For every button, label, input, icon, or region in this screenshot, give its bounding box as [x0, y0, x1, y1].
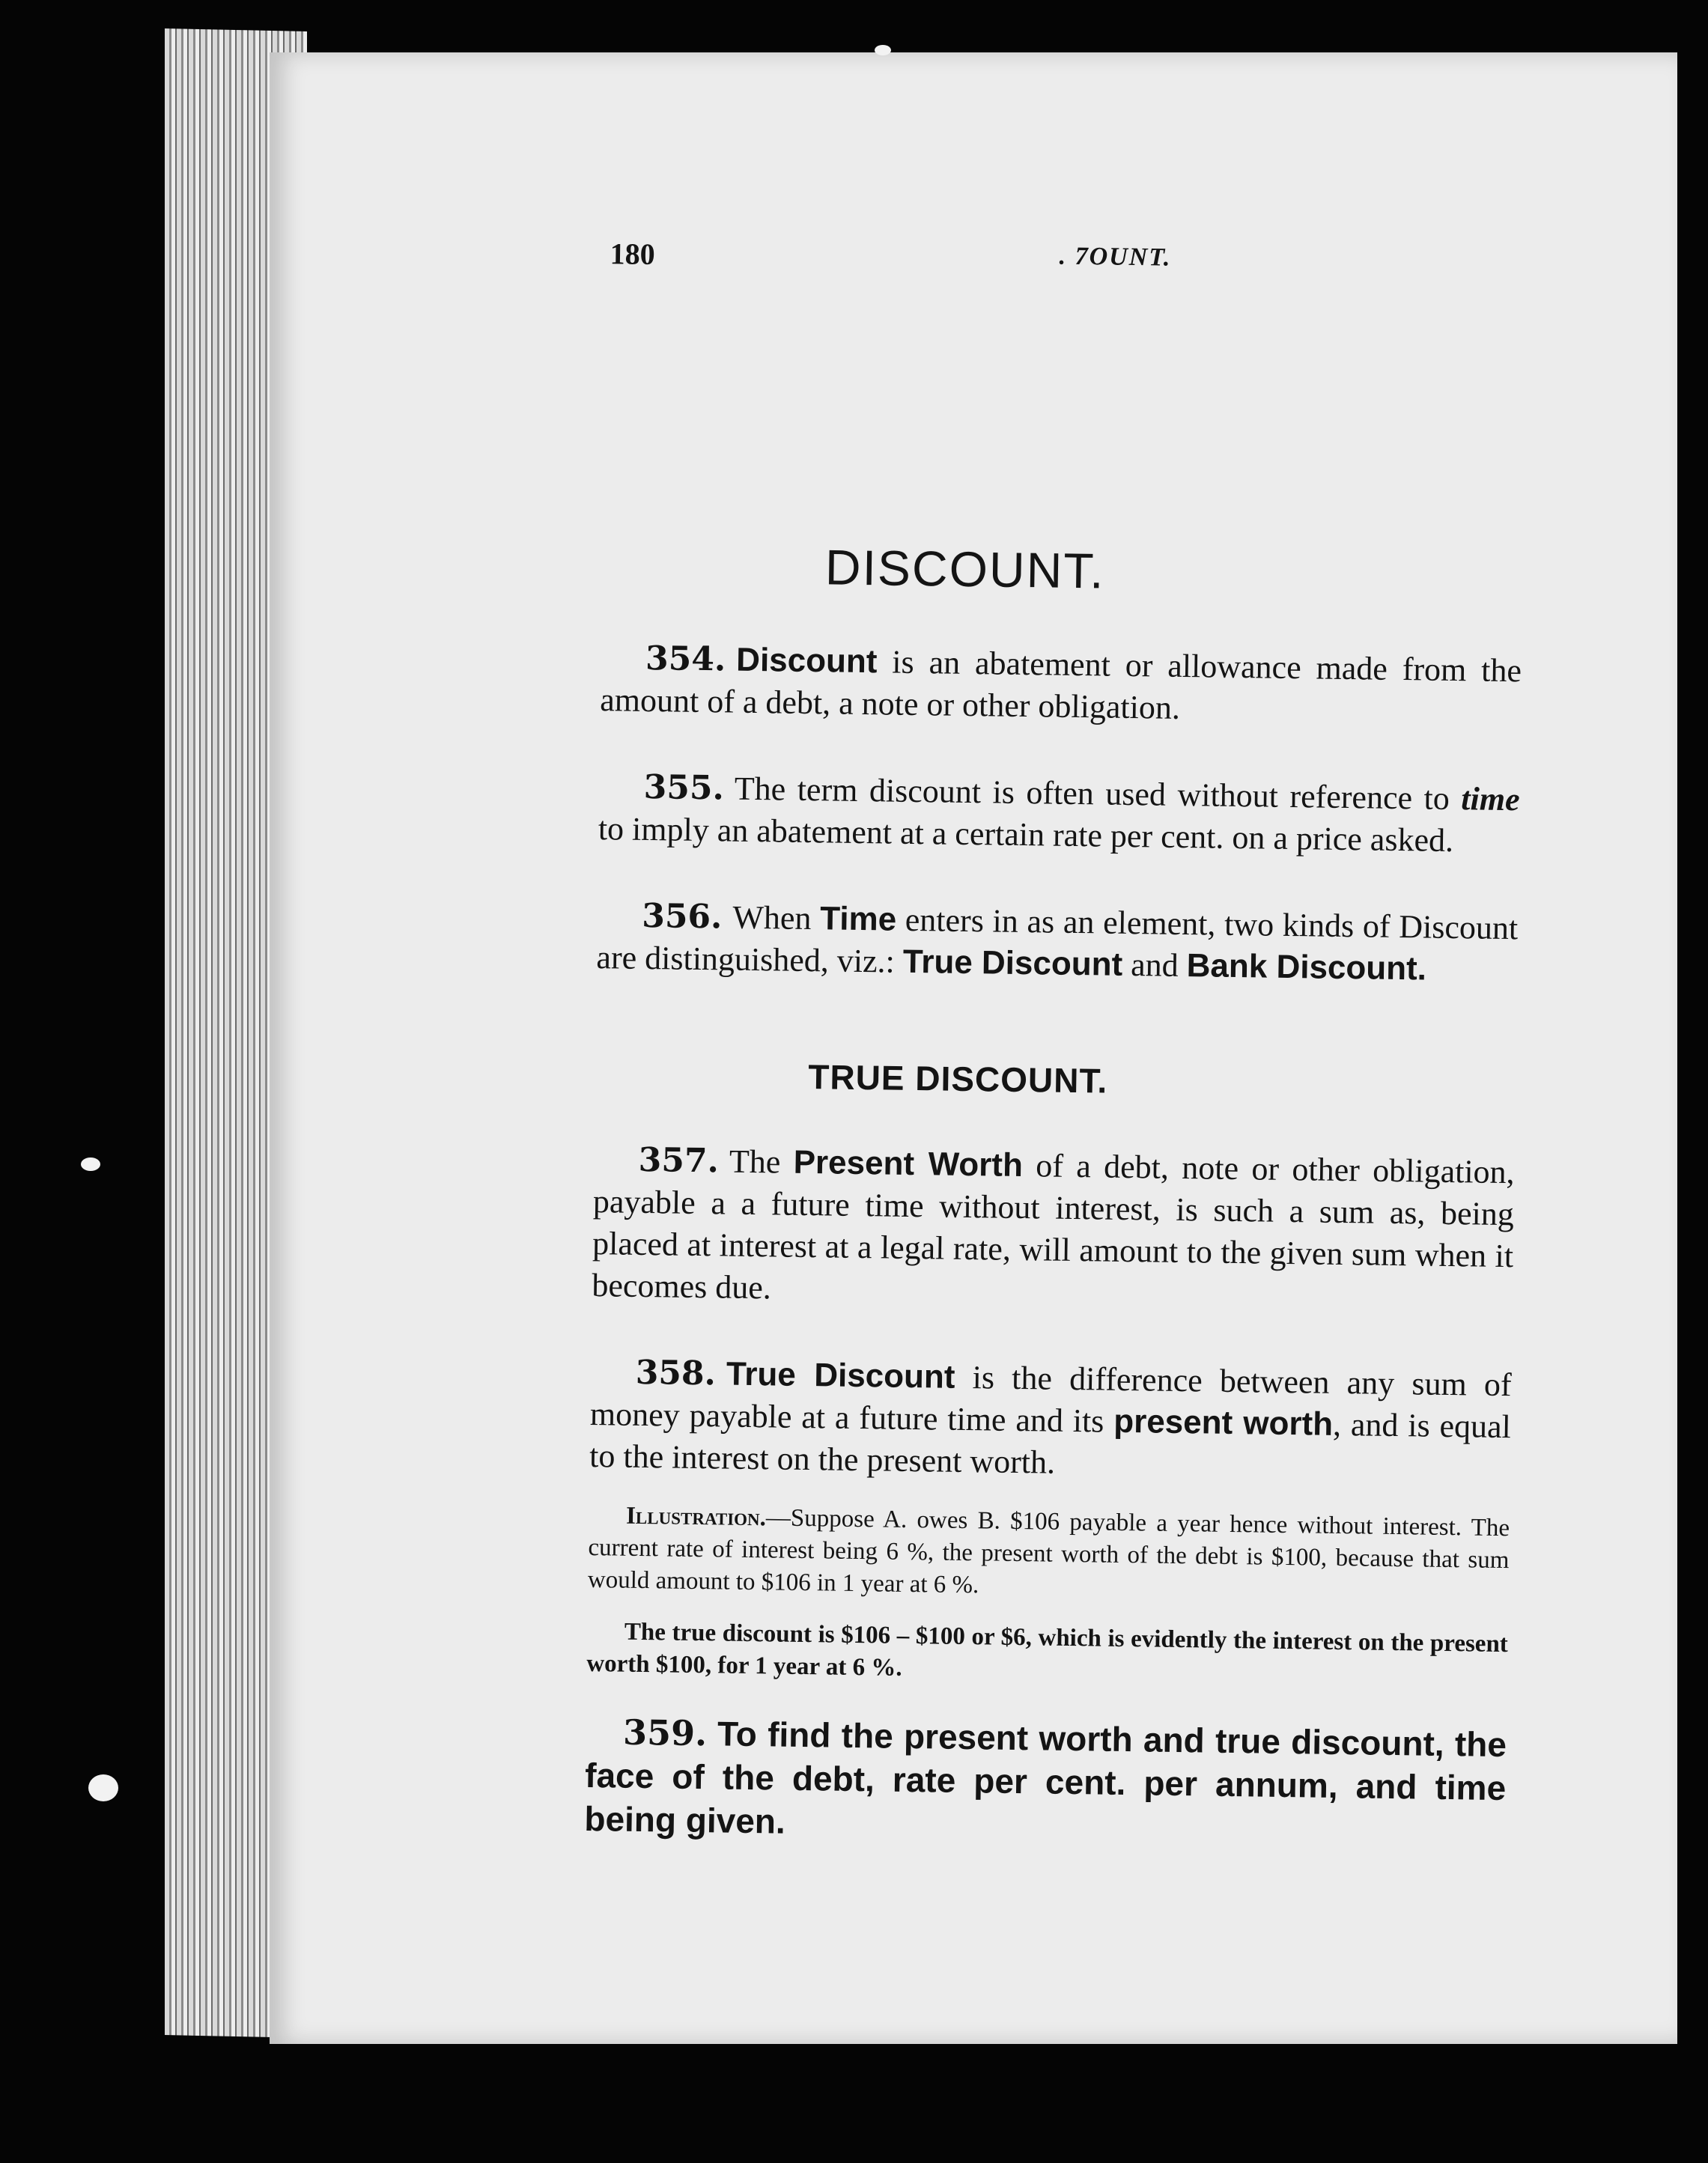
- paragraph-text: is an abatement or allowance made from the amount of a debt, a note or other obligation.: [599, 643, 1522, 726]
- paragraph-text: The term discount is often used without reference to: [734, 770, 1462, 818]
- illustration-note: [588, 1500, 1510, 1609]
- scan-speck: [875, 45, 891, 55]
- paragraph-357: [592, 1139, 1515, 1319]
- paragraph-number: 356.: [641, 896, 723, 937]
- paragraph-number: 355.: [643, 767, 725, 808]
- page-content: [307, 232, 1543, 1853]
- paragraph-text: to imply an abatement at a certain rate per cent. on a price asked.: [598, 810, 1454, 860]
- bold-term: Time: [819, 900, 897, 938]
- bold-term: present worth: [1113, 1402, 1334, 1443]
- paragraph-text: enters in as an element, two kinds of Discount are distinguished, viz.:: [596, 901, 1519, 980]
- bold-term: Bank Discount.: [1186, 947, 1427, 988]
- illustration-lead: Illustration.: [625, 1502, 767, 1532]
- bold-term: True Discount: [902, 943, 1123, 983]
- paragraph-number: 358.: [635, 1353, 717, 1393]
- true-discount-note: [586, 1616, 1508, 1693]
- paragraph-text: , and is equal to the interest on the present worth.: [589, 1405, 1512, 1481]
- scan-speck: [88, 1774, 118, 1801]
- bold-term: True Discount: [726, 1355, 955, 1396]
- paragraph-text: is the difference between any sum of money payable at a future time and its: [589, 1358, 1512, 1440]
- paragraph-359-text: To find the present worth and true discount, the face of the debt, rate per cent. per annum, and time being given.: [584, 1714, 1507, 1841]
- paragraph-359: [584, 1710, 1507, 1853]
- paragraph-text: The: [729, 1143, 794, 1181]
- paragraph-text: of a debt, note or other obligation, payable a a future time without interest, is such a sum as, being placed at interest at a legal rate, will amount to the given sum when it becomes due.: [592, 1147, 1515, 1306]
- illustration-text: —Suppose A. owes B. $106 payable a year hence without interest. The current rate of interest being 6 %, the present worth of the debt is $100, because that sum would amount to $106 in 1 year at 6 %.: [587, 1504, 1510, 1599]
- paragraph-text: and: [1122, 946, 1188, 985]
- paragraph-number: 357.: [638, 1140, 720, 1181]
- paragraph-number: 354.: [645, 639, 726, 679]
- italic-term: time: [1461, 780, 1520, 818]
- bold-term: Discount: [735, 641, 878, 681]
- paragraph-number: 359.: [622, 1712, 708, 1754]
- paragraph-group-true-discount: [312, 1135, 1530, 1491]
- true-discount-note-text: The true discount is $106 – $100 or $6, which is evidently the interest on the present worth $100, for 1 year at 6 %.: [586, 1618, 1509, 1682]
- paragraph-356: [596, 895, 1518, 991]
- bold-term: Present Worth: [793, 1143, 1024, 1184]
- running-title: . 7OUNT.: [1059, 242, 1172, 272]
- paragraph-355: [598, 766, 1520, 863]
- paragraph-group-discount: [319, 633, 1537, 992]
- page-number: 180: [610, 237, 655, 272]
- subsection-heading: TRUE DISCOUNT.: [807, 1057, 1108, 1101]
- paragraph-text: When: [732, 898, 821, 937]
- paragraph-354: [600, 637, 1522, 734]
- section-heading: DISCOUNT.: [824, 539, 1106, 599]
- scan-speck: [81, 1157, 100, 1171]
- paragraph-358: [589, 1351, 1512, 1490]
